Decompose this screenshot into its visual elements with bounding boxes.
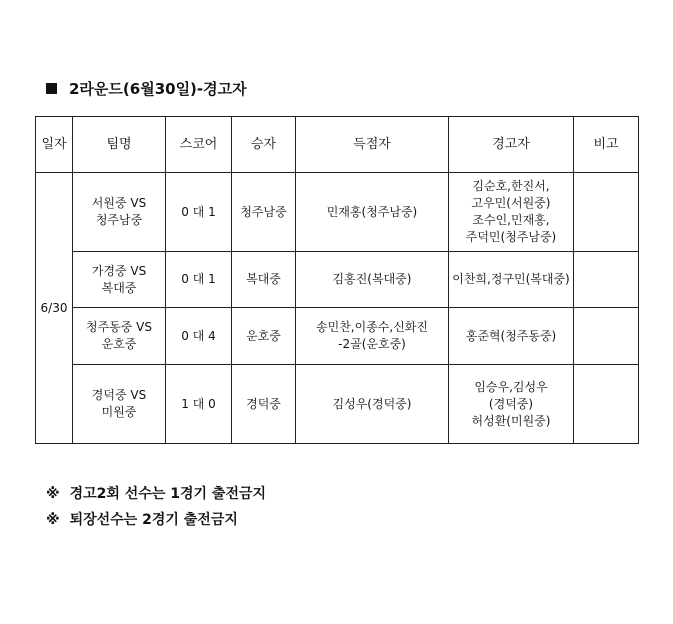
note-line xyxy=(46,481,266,507)
table-row xyxy=(36,252,639,308)
score-cell: 1 대 0 xyxy=(166,365,232,444)
note-cell xyxy=(574,365,639,444)
warned-line: (경덕중) xyxy=(488,396,534,411)
header-scorers: 득점자 xyxy=(296,117,449,173)
note-cell xyxy=(574,173,639,252)
warned-cell xyxy=(449,308,574,365)
table-header-row xyxy=(36,117,639,173)
header-team: 팀명 xyxy=(73,117,166,173)
score-cell: 0 대 4 xyxy=(166,308,232,365)
warned-line: 김순호,한진서, xyxy=(472,179,550,193)
score-cell: 0 대 1 xyxy=(166,252,232,308)
scorers-cell xyxy=(296,308,449,365)
scorer-line: -2골(운호중) xyxy=(338,337,406,351)
date-cell: 6/30 xyxy=(36,173,73,444)
winner-cell: 경덕중 xyxy=(232,365,296,444)
team-line: 운호중 xyxy=(101,337,137,351)
winner-cell: 청주남중 xyxy=(232,173,296,252)
note-cell xyxy=(574,252,639,308)
header-date: 일자 xyxy=(36,117,73,173)
warned-line: 임승우,김성우 xyxy=(474,379,548,394)
team-cell xyxy=(73,252,166,308)
title-text: 2라운드(6월30일)-경고자 xyxy=(69,80,247,98)
team-line: 경덕중 VS xyxy=(91,388,147,402)
note-text: 경고2회 선수는 1경기 출전금지 xyxy=(69,486,267,502)
table-row xyxy=(36,308,639,365)
scorers-cell xyxy=(296,173,449,252)
table-row xyxy=(36,365,639,444)
scorer-line: 김성우(경덕중) xyxy=(332,396,412,411)
warned-line: 주덕민(청주남중) xyxy=(465,230,557,244)
team-line: 청주남중 xyxy=(95,213,143,227)
warned-line: 고우민(서원중) xyxy=(471,196,551,210)
header-winner: 승자 xyxy=(232,117,296,173)
reference-mark-icon: ※ xyxy=(46,486,60,502)
square-bullet-icon xyxy=(46,83,57,94)
warned-line: 허성환(미원중) xyxy=(471,413,551,428)
winner-cell: 복대중 xyxy=(232,252,296,308)
header-warned: 경고자 xyxy=(449,117,574,173)
team-line: 청주동중 VS xyxy=(85,320,152,334)
warned-cell xyxy=(449,173,574,252)
team-line: 가경중 VS xyxy=(91,263,147,278)
table-row xyxy=(36,173,639,252)
header-score: 스코어 xyxy=(166,117,232,173)
team-line: 서원중 VS xyxy=(91,196,147,210)
note-text: 퇴장선수는 2경기 출전금지 xyxy=(69,512,238,528)
match-results-table xyxy=(35,116,639,444)
team-cell xyxy=(73,173,166,252)
note-cell xyxy=(574,308,639,365)
reference-mark-icon: ※ xyxy=(46,512,60,528)
scorer-line: 김홍진(복대중) xyxy=(332,272,412,286)
scorers-cell xyxy=(296,365,449,444)
team-cell xyxy=(73,308,166,365)
warned-line: 조수인,민재홍, xyxy=(472,213,550,227)
scorer-line: 송민찬,이종수,신화진 xyxy=(316,320,428,334)
note-line xyxy=(46,507,266,533)
team-line: 미원중 xyxy=(101,405,137,419)
warned-line: 이찬희,정구민(복대중) xyxy=(452,272,570,286)
page-title xyxy=(46,78,247,99)
header-note: 비고 xyxy=(574,117,639,173)
score-cell: 0 대 1 xyxy=(166,173,232,252)
warned-cell xyxy=(449,365,574,444)
team-line: 복대중 xyxy=(101,280,137,295)
warned-cell xyxy=(449,252,574,308)
scorers-cell xyxy=(296,252,449,308)
team-cell xyxy=(73,365,166,444)
notes xyxy=(46,481,266,533)
scorer-line: 민재홍(청주남중) xyxy=(326,204,418,219)
winner-cell: 운호중 xyxy=(232,308,296,365)
warned-line: 홍준혁(청주동중) xyxy=(465,328,557,343)
